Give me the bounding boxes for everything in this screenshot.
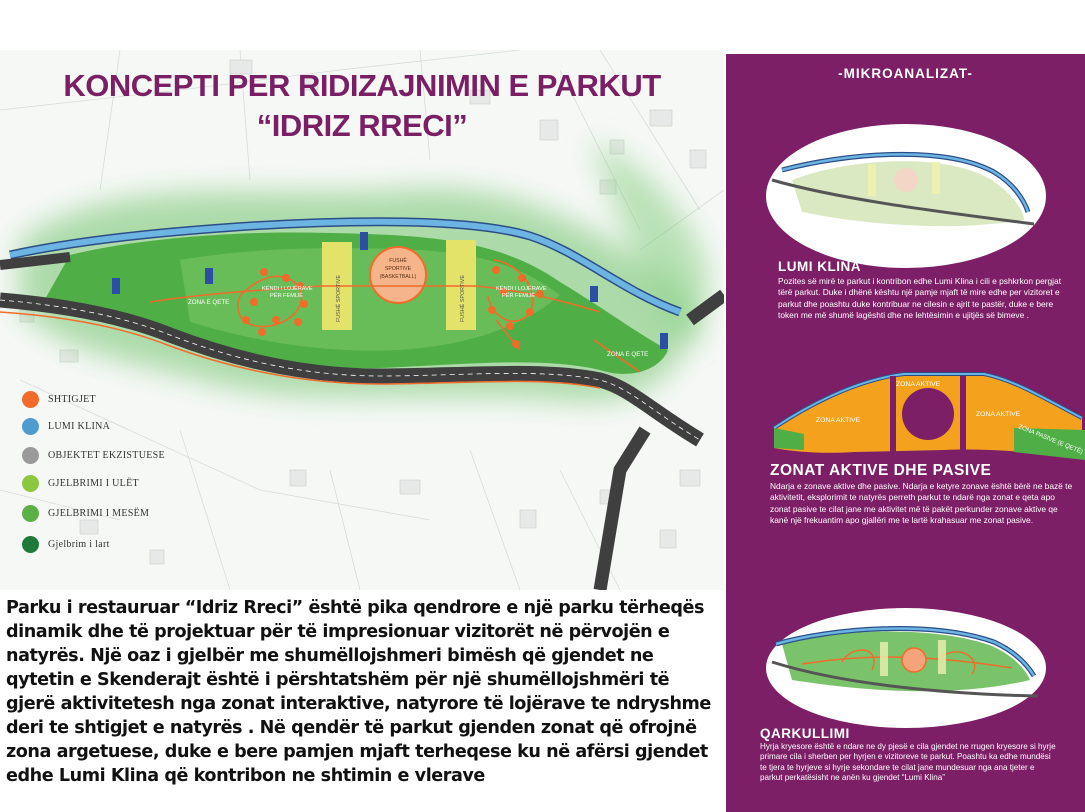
legend-swatch — [22, 391, 39, 408]
legend-label: GJELBRIMI I MESËM — [48, 507, 150, 519]
legend-label: SHTIGJET — [48, 393, 96, 405]
label-zona-e-qete-right: ZONA E QETE — [607, 351, 649, 358]
microanalysis-panel — [726, 54, 1085, 812]
legend-swatch — [22, 418, 39, 435]
label-zona-e-qete-left: ZONA E QETE — [188, 299, 230, 306]
park-description: Parku i restauruar “Idriz Rreci” është pika qendrore e një parku tërheqës dinamik dhe të projektuar për të impresionuar vizitorët në përvojën e natyrës. Një oaz i gjelbër me shumëllojshmeri bimësh që gjendet ne qytetin e Skenderajt është i përshtatshëm për një shumëllojshmëri të gjerë aktivitetesh nga zonat interaktive, natyrore të lojërave te ndryshme deri te shtigjet e natyrës . Në qendër të parkut gjenden zonat që ofrojnë zona argetuese, duke e bere pamjen mjaft terheqese ku në afërsi gjendet edhe Lumi Klina që kontribon ne shtimin e vlerave — [6, 598, 711, 786]
label-zona-pasive: ZONA PASIVE (E QETË) — [1017, 423, 1084, 456]
section-heading-lumi-klina: LUMI KLINA — [778, 259, 861, 274]
legend-swatch — [22, 447, 39, 464]
section-heading-qarkullimi: QARKULLIMI — [760, 726, 850, 741]
legend-swatch — [22, 536, 39, 553]
label-kendi-right-2: PËR FEMIJË — [502, 293, 535, 299]
legend-label: LUMI KLINA — [48, 420, 111, 432]
page-title-line2: “IDRIZ RRECI” — [256, 108, 468, 143]
legend-item-gjelbrimi-mesem — [22, 503, 149, 523]
legend-item-gjelbrim-lart — [22, 534, 110, 554]
legend-item-objektet — [22, 445, 165, 465]
section-heading-zonat: ZONAT AKTIVE DHE PASIVE — [770, 462, 992, 479]
label-kendi-left-1: KËNDI I LOJËRAVE — [262, 286, 313, 292]
legend-swatch — [22, 505, 39, 522]
section-text-zonat: Ndarja e zonave aktive dhe pasive. Ndarja e ketyre zonave është bërë ne bazë te aktivitetit, eksplorimit te natyrës perreth parkut te ndarë nga zonat e qeta apo zonat pasive te cilat jane me aktivitet më të pakët perkunder zonave aktive qe kanë një frekuantim apo gjallëri me te lartë krahasuar me zonat pasive. — [770, 481, 1073, 525]
legend-label: Gjelbrim i lart — [48, 538, 110, 550]
label-fushe-sportive-right: FUSHË SPORTIVE — [460, 275, 466, 322]
label-zona-aktive-top: ZONA AKTIVE — [896, 381, 941, 388]
label-kendi-right-1: KËNDI I LOJËRAVE — [496, 286, 547, 292]
inset-map-lumi-klina — [762, 120, 1050, 272]
panel-title: -MIKROANALIZAT- — [838, 66, 973, 81]
legend-item-lumi-klina — [22, 416, 110, 436]
section-text-qarkullimi: Hyrja kryesore është e ndare ne dy pjesë e cila gjendet ne rrugen kryesore si hyrje primare cila i sherben per hyrjen e vizitoreve te parkut. Poashtu ka edhe mundësi te tjera te hyrjeve si hyrje sekondare te cilat jane mundesuar nga ana tjeter e parkut perkatësisht ne anën ku gjendet “Lumi Klina” — [760, 742, 1056, 783]
page-title-line1: KONCEPTI PER RIDIZAJNIMIN E PARKUT — [63, 68, 661, 103]
label-basketball-2: SPORTIVE — [384, 266, 412, 272]
legend-item-gjelbrimi-ulet — [22, 473, 139, 493]
section-text-lumi-klina: Pozites së mirë te parkut i kontribon edhe Lumi Klina i cili e pshkrkon pergjat tërë parkut. Duke i dhënë kështu një pamje mjaft të mire edhe per vizitoret e parkut dhe poashtu duke kontribuar ne cilesin e ajrit te pastër, duke e bere token me më shumë lagështi dhe ne lehtësimin e ujitjës së bimeve . — [778, 276, 1062, 320]
label-zona-aktive-right: ZONA AKTIVE — [976, 411, 1021, 418]
label-basketball-3: (BASKETBALL) — [379, 274, 417, 280]
legend-label: OBJEKTET EKZISTUESE — [48, 449, 165, 461]
label-zona-aktive-left: ZONA AKTIVE — [816, 417, 861, 424]
label-basketball-1: FUSHË — [389, 258, 407, 264]
label-kendi-left-2: PËR FEMIJË — [270, 293, 303, 299]
legend-swatch — [22, 475, 39, 492]
inset-map-qarkullimi — [762, 604, 1050, 732]
legend-item-shtigjet — [22, 389, 96, 409]
inset-map-zonat — [764, 368, 1085, 468]
legend-label: GJELBRIMI I ULËT — [48, 477, 139, 489]
label-fushe-sportive-left: FUSHË SPORTIVE — [336, 275, 342, 322]
